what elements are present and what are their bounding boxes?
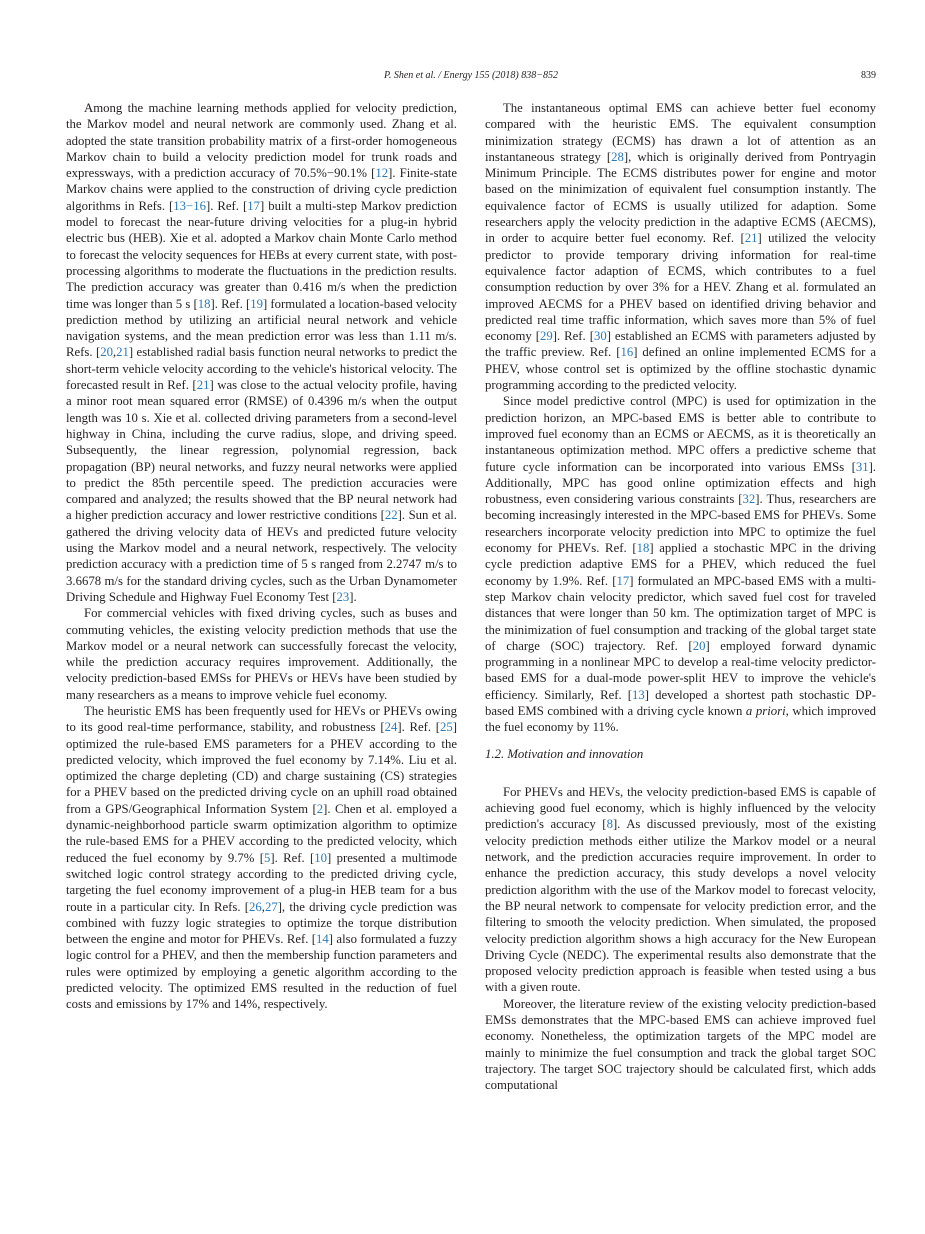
section-heading: 1.2. Motivation and innovation [485, 746, 644, 761]
italic-text: a priori [745, 703, 786, 718]
body-text: ], the driving cycle prediction was combined with fuzzy logic strategies to optimize the torque distribution between the engine and motor for PHEVs. Ref. [ [66, 899, 457, 947]
body-text: , [261, 899, 265, 914]
running-head [66, 70, 876, 86]
body-text: ], which is originally derived from Pontryagin Minimum Principle. The ECMS distributes power for engine and motor based on the minimization of equivalent fuel consumption instantly. The equivalence factor of ECMS is usually utilized for adaption. Some researchers apply the velocity prediction in the adaptive ECMS (AECMS), in order to acquire better fuel economy. Ref. [ [485, 149, 876, 246]
paragraph [66, 703, 457, 1013]
journal-reference: P. Shen et al. / Energy 155 (2018) 838−852 [384, 70, 558, 81]
citation-link[interactable]: 23 [336, 589, 350, 604]
paragraph [485, 100, 876, 393]
body-text: The heuristic EMS has been frequently used for HEVs or PHEVs owing to its good real-time performance, stability, and robustness [ [66, 703, 457, 735]
citation-link[interactable]: 28 [611, 149, 624, 164]
body-text: ]. Ref. [ [552, 329, 594, 344]
paragraph [485, 996, 876, 1094]
citation-link[interactable]: 20 [692, 638, 706, 653]
paragraph [66, 100, 457, 605]
body-text: ] built a multi-step Markov prediction model to forecast the near-future driving velocities for a plug-in hybrid electric bus (HEB). Xie et al. adopted a Markov chain Monte Carlo method to forecast the velocity sequences for HEBs at every current state, with post-processing algorithms to moderate the fluctuations in the prediction results. The prediction accuracy was greater than 0.416 m/s when the prediction time was longer than 5 s [ [66, 198, 458, 311]
body-text: ] presented a multimode switched logic control strategy according to the predicted driving cycle, targeting the fuel economy improvement of a plug-in HEB team for a bus route in a particular city. In Refs. [ [66, 850, 457, 914]
citation-link[interactable]: 14 [316, 932, 329, 947]
body-text: ]. Sun et al. gathered the driving velocity data of HEVs and predicted future velocity using the Markov model and a neural network, respectively. The velocity prediction accuracy with a prediction time of 5 s ranged from 2.2747 m/s to 3.6678 m/s for the standard driving cycles, such as the Urban Dynamometer Driving Schedule and Highway Fuel Economy Test [ [66, 508, 457, 604]
citation-link[interactable]: 19 [250, 296, 263, 311]
citation-link[interactable]: 21 [744, 231, 758, 246]
citation-link[interactable]: 2 [316, 801, 324, 816]
body-text: ] was close to the actual velocity profile, having a minor root mean squared error (RMSE) of 0.4396 m/s when the output length was 10 s. Xie et al. collected driving parameters from a second-level highway in China, including the curve radius, slope, and driving speed. Subsequently, the linear regression, polynomial regression, back propagation (BP) neural networks, and fuzzy neural networks were applied to predict the 85th percentile speed. The prediction accuracies were compared and analyzed; the results showed that the BP neural network had a higher prediction accuracy and lower restrictive conditions [ [66, 378, 458, 523]
body-text: The instantaneous optimal EMS can achieve better fuel economy compared with the heuristic EMS. The equivalent consumption minimization strategy (ECMS) has drawn a lot of attention as an instantaneous strategy [ [485, 101, 876, 164]
body-text: ]. Thus, researchers are becoming increasingly interested in the MPC-based EMS for PHEVs. Some researchers incorporate velocity prediction into MPC to optimize the fuel economy for PHEVs. Ref. [ [485, 492, 876, 556]
citation-link[interactable]: 13−16 [173, 198, 206, 213]
body-text: ]. As discussed previously, most of the existing velocity prediction methods either utilize the Markov model or a neural network, and the prediction accuracies require improvement. In order to enhance the prediction accuracy, this study develops a novel velocity prediction algorithm with the use of the Markov model to forecast velocity, the BP neural network to compensate for velocity prediction error, and the filtering to smooth the velocity prediction. When simulated, the proposed velocity prediction algorithm shows a high accuracy for the New European Driving Cycle (NEDC). The experimental results also demonstrate that the proposed velocity prediction approach is feasible when tested using a bus with a given route. [485, 817, 876, 995]
citation-link[interactable]: 20 [100, 345, 113, 360]
citation-link[interactable]: 13 [632, 687, 645, 702]
citation-link[interactable]: 17 [247, 198, 260, 213]
left-column [66, 100, 457, 1013]
body-text: , [112, 345, 117, 360]
citation-link[interactable]: 29 [539, 329, 553, 344]
body-text: Since model predictive control (MPC) is used for optimization in the prediction horizon, an MPC-based EMS is better able to contribute to improved fuel economy than an ECMS or AECMS, as it is theoretically an instantaneous optimization method. MPC offers a predictive scheme that future cycle information can be incorporated into various EMSs [ [485, 394, 876, 474]
body-text: ] formulated an MPC-based EMS with a multi-step Markov chain velocity predictor, which saved fuel cost for traveled distances that were longer than 50 km. The optimization target of MPC is the minimization of fuel consumption and tracking of the global target state of charge (SOC) trajectory. Ref. [ [485, 573, 876, 653]
body-text: ] established radial basis function neural networks to predict the short-term vehicle velocity according to the vehicle's historical velocity. The forecasted result in Ref. [ [66, 345, 457, 393]
right-column [485, 100, 876, 1094]
body-text: ]. Ref. [ [205, 198, 248, 213]
citation-link[interactable]: 31 [855, 459, 869, 474]
citation-link[interactable]: 32 [742, 492, 756, 507]
body-text: For commercial vehicles with fixed driving cycles, such as buses and commuting vehicles, the existing velocity prediction methods that use the Markov model or a neural network can successfully forecast the velocity, while the prediction accuracy requires improvement. Additionally, the velocity prediction-based EMSs for PHEVs or HEVs have been studied by many researchers as a means to improve vehicle fuel economy. [66, 606, 457, 702]
citation-link[interactable]: 26 [249, 899, 262, 914]
paragraph [485, 393, 876, 735]
body-text: ] utilized the velocity predictor to provide temporary driving information for real-time equivalence factor adaption of ECMS, which contributes to a fuel consumption reduction by over 3% for a HEV. Zhang et al. formulated an improved AECMS for a PHEV based on identified driving behavior and predicted real time traffic information, which saves more than 5% of fuel economy [ [485, 231, 876, 344]
body-text: ] applied a stochastic MPC in the driving cycle prediction adaptive EMS for a PHEV, which reduced the fuel economy by 1.9%. Ref. [ [485, 541, 876, 588]
citation-link[interactable]: 18 [636, 541, 650, 556]
citation-link[interactable]: 12 [375, 166, 389, 181]
right-column-body-continued [485, 784, 876, 1094]
body-text: ] also formulated a fuzzy logic control for a PHEV, and then the membership function parameters and rules were optimized by employing a genetic algorithm according to the predicted velocity. The optimized EMS resulted in the reduction of fuel costs and emissions by 17% and 14%, respectively. [66, 932, 457, 1012]
body-text: ] optimized the rule-based EMS parameters for a PHEV according to the predicted velocity, which improved the fuel economy by 7.14%. Liu et al. optimized the charge depleting (CD) and charge sustaining (CS) strategies for a PHEV based on the predicted driving cycle on an uphill road obtained from a GPS/Geographical Information System [ [66, 720, 457, 816]
body-text: Moreover, the literature review of the existing velocity prediction-based EMSs demonstrates that the MPC-based EMS can achieve improved fuel economy. Nonetheless, the optimization targets of the MPC model are mainly to minimize the fuel consumption and track the global target SOC trajectory. The target SOC trajectory should be calculated first, which adds computational [485, 996, 876, 1093]
citation-link[interactable]: 21 [196, 378, 210, 393]
citation-link[interactable]: 25 [440, 720, 453, 735]
body-text: ] employed forward dynamic programming in a nonlinear MPC to develop a real-time velocity predictor-based EMS for a dual-mode power-split HEV to improve the vehicle's efficiency. Similarly, Ref. [ [485, 638, 876, 702]
body-text: ] established an ECMS with parameters adjusted by the traffic preview. Ref. [ [485, 329, 877, 360]
body-text: ]. Chen et al. employed a dynamic-neighborhood particle swarm optimization algorithm to optimize the rule-based EMS for a PHEV according to the predicted velocity, which reduced the fuel economy by 9.7% [ [66, 801, 457, 865]
citation-link[interactable]: 5 [263, 850, 271, 865]
body-text: Among the machine learning methods applied for velocity prediction, the Markov model and neural network are commonly used. Zhang et al. adopted the state transition probability matrix of a first-order homogeneous Markov chain to build a velocity prediction model for trunk roads and expressways, with a prediction accuracy of 70.5%−90.1% [ [66, 101, 457, 181]
body-text: ]. Finite-state Markov chains were applied to the construction of driving cycle prediction algorithms in Refs. [ [66, 166, 457, 213]
body-text: ] developed a shortest path stochastic DP-based EMS combined with a driving cycle known [485, 687, 876, 718]
right-column-body [485, 100, 876, 736]
citation-link[interactable]: 17 [616, 573, 630, 588]
citation-link[interactable]: 10 [314, 850, 328, 865]
paragraph [66, 605, 457, 703]
citation-link[interactable]: 16 [620, 345, 634, 360]
page-number: 839 [861, 70, 876, 81]
citation-link[interactable]: 8 [606, 817, 613, 832]
body-text: ]. Ref. [ [270, 850, 315, 865]
citation-link[interactable]: 24 [384, 720, 398, 735]
body-text: ]. Ref. [ [397, 720, 440, 735]
paragraph [485, 784, 876, 996]
citation-link[interactable]: 21 [116, 345, 129, 360]
body-text: ]. [349, 589, 357, 604]
body-text: ]. Additionally, MPC has good online optimization effects and high robustness, even considering various constraints [ [485, 459, 876, 507]
body-text: For PHEVs and HEVs, the velocity prediction-based EMS is capable of achieving good fuel economy, which is highly influenced by the velocity prediction's accuracy [ [485, 784, 876, 832]
citation-link[interactable]: 27 [264, 899, 278, 914]
body-text: ] formulated a location-based velocity prediction method by utilizing an artificial neural network and vehicle navigation systems, and the mean prediction error was less than 1.11 m/s. Refs. [ [66, 296, 457, 360]
body-text: ]. Ref. [ [210, 296, 251, 311]
citation-link[interactable]: 18 [197, 296, 211, 311]
body-text: ] defined an online implemented ECMS for a PHEV, whose control set is optimized by the offline stochastic dynamic programming according to the predicted velocity. [485, 345, 876, 393]
citation-link[interactable]: 30 [593, 329, 607, 344]
body-text: , which improved the fuel economy by 11%. [485, 703, 876, 735]
citation-link[interactable]: 22 [384, 508, 398, 523]
